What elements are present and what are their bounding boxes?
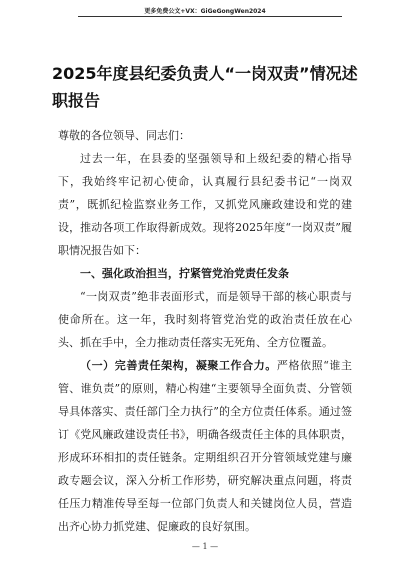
document-body — [58, 124, 352, 538]
salutation: 尊敬的各位领导、同志们： — [58, 129, 190, 142]
subsection-text: 严格依照“谁主管、谁负责”的原则，精心构建“主要领导全面负责、分管领导具体落实、责任部门全力执行”的全方位责任体系。通过签订《党风廉政建设责任书》，明确各级责任主体的具体职责，形成环环相扣的责任链条。定期组织召开分管领域党建与廉政专题会议，深入分析工作形势，研究解决重点问题，将责任压力精准传导至每一位部门负责人和关键岗位人员，营造出齐心协力抓党建、促廉政的良好氛围。 — [58, 359, 353, 533]
subsection-paragraph — [58, 354, 352, 538]
section-paragraph: “一岗双责”绝非表面形式，而是领导干部的核心职责与使命所在。这一年，我时刻将管党治党的政治责任放在心头、抓在手中，全力推动责任落实无死角、全方位覆盖。 — [58, 290, 352, 349]
document-title: 2025年度县纪委负责人“一岗双责”情况述职报告 — [52, 64, 358, 110]
subsection-heading: （一）完善责任架构，凝聚工作合力。 — [80, 359, 277, 372]
page-number: — 1 — — [191, 542, 219, 551]
header-note: 更多免费公文+VX：GiGeGongWen2024 — [144, 8, 266, 15]
header-divider — [78, 16, 342, 17]
intro-paragraph: 过去一年，在县委的坚强领导和上级纪委的精心指导下，我始终牢记初心使命，认真履行县纪委书记“一岗双责”，既抓纪检监察业务工作，又抓党风廉政建设和党的建设，推动各项工作取得新成效。现将2025年度“一岗双责”履职情况报告如下： — [58, 152, 352, 257]
section-heading: 一、强化政治担当，拧紧管党治党责任发条 — [80, 267, 289, 280]
